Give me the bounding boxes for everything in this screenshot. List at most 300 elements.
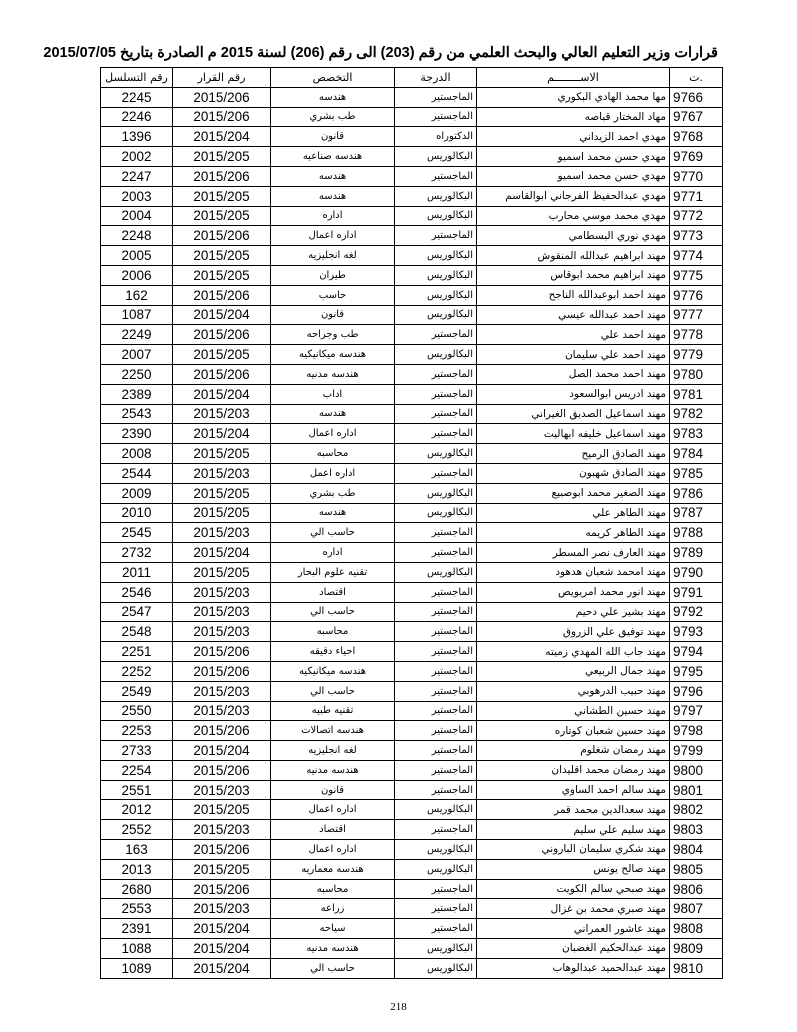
table-row xyxy=(101,166,723,186)
serial-cell: 2389 xyxy=(101,384,173,404)
degree-cell: الماجستير xyxy=(395,424,477,444)
table-row xyxy=(101,483,723,503)
serial-cell: 2011 xyxy=(101,562,173,582)
number-cell: 9804 xyxy=(670,840,723,860)
table-row xyxy=(101,127,723,147)
table-row xyxy=(101,503,723,523)
serial-cell: 2391 xyxy=(101,919,173,939)
name-cell: مهدي نوري البسطامي xyxy=(477,226,670,246)
table-row xyxy=(101,444,723,464)
decision-cell: 2015/206 xyxy=(173,642,271,662)
table-row xyxy=(101,147,723,167)
serial-cell: 2253 xyxy=(101,721,173,741)
name-cell: مهند احمد عبدالله عيسي xyxy=(477,305,670,325)
specialization-cell: اقتصاد xyxy=(271,820,395,840)
name-cell: مهند العارف نصر المسطر xyxy=(477,543,670,563)
degree-cell: الماجستير xyxy=(395,681,477,701)
table-row xyxy=(101,800,723,820)
number-cell: 9806 xyxy=(670,879,723,899)
specialization-cell: سياحه xyxy=(271,919,395,939)
number-cell: 9803 xyxy=(670,820,723,840)
serial-cell: 2012 xyxy=(101,800,173,820)
name-cell: مهند حسين شعبان كوتاره xyxy=(477,721,670,741)
degree-cell: الماجستير xyxy=(395,384,477,404)
specialization-cell: هندسه xyxy=(271,404,395,424)
decision-cell: 2015/206 xyxy=(173,760,271,780)
table-row xyxy=(101,325,723,345)
serial-cell: 2552 xyxy=(101,820,173,840)
serial-cell: 2732 xyxy=(101,543,173,563)
serial-cell: 162 xyxy=(101,285,173,305)
name-cell: مهدي احمد الزيداني xyxy=(477,127,670,147)
table-row xyxy=(101,543,723,563)
name-cell: مهند رمضان شغلوم xyxy=(477,741,670,761)
decision-cell: 2015/204 xyxy=(173,424,271,444)
specialization-cell: قانون xyxy=(271,127,395,147)
degree-cell: البكالوريس xyxy=(395,939,477,959)
table-row xyxy=(101,265,723,285)
table-row xyxy=(101,582,723,602)
table-row xyxy=(101,780,723,800)
degree-cell: البكالوريس xyxy=(395,206,477,226)
degree-cell: الماجستير xyxy=(395,919,477,939)
number-cell: 9796 xyxy=(670,681,723,701)
number-cell: 9779 xyxy=(670,345,723,365)
name-cell: مهند سليم علي سليم xyxy=(477,820,670,840)
degree-cell: الماجستير xyxy=(395,523,477,543)
decision-cell: 2015/205 xyxy=(173,562,271,582)
degree-cell: الماجستير xyxy=(395,780,477,800)
table-row xyxy=(101,760,723,780)
serial-cell: 2245 xyxy=(101,87,173,107)
degree-cell: البكالوريس xyxy=(395,800,477,820)
specialization-cell: اداب xyxy=(271,384,395,404)
specialization-cell: حاسب الي xyxy=(271,681,395,701)
specialization-cell: قانون xyxy=(271,305,395,325)
specialization-cell: هندسه معماريه xyxy=(271,859,395,879)
degree-cell: الماجستير xyxy=(395,364,477,384)
name-cell: مهند جاب الله المهدي زميته xyxy=(477,642,670,662)
table-row xyxy=(101,206,723,226)
degree-cell: الماجستير xyxy=(395,226,477,246)
serial-cell: 2390 xyxy=(101,424,173,444)
specialization-cell: هندسه مدنيه xyxy=(271,760,395,780)
serial-cell: 2680 xyxy=(101,879,173,899)
degree-cell: الماجستير xyxy=(395,325,477,345)
name-cell: مهند الطاهر كريمه xyxy=(477,523,670,543)
number-cell: 9787 xyxy=(670,503,723,523)
degree-cell: البكالوريس xyxy=(395,246,477,266)
number-cell: 9799 xyxy=(670,741,723,761)
decision-cell: 2015/206 xyxy=(173,661,271,681)
specialization-cell: هندسه ميكانيكيه xyxy=(271,345,395,365)
name-cell: مهند عبدالحميد عبدالوهاب xyxy=(477,958,670,978)
decision-cell: 2015/203 xyxy=(173,780,271,800)
decision-cell: 2015/203 xyxy=(173,701,271,721)
number-cell: 9794 xyxy=(670,642,723,662)
table-row xyxy=(101,859,723,879)
number-cell: 9774 xyxy=(670,246,723,266)
number-cell: 9772 xyxy=(670,206,723,226)
table-row xyxy=(101,939,723,959)
name-cell: مهند عاشور العمراني xyxy=(477,919,670,939)
serial-cell: 1089 xyxy=(101,958,173,978)
decision-cell: 2015/204 xyxy=(173,939,271,959)
specialization-cell: اداره اعمل xyxy=(271,463,395,483)
decision-cell: 2015/204 xyxy=(173,127,271,147)
name-cell: مهدي حسن محمد اسميو xyxy=(477,166,670,186)
table-row xyxy=(101,384,723,404)
name-cell: مهدي حسن محمد اسميو xyxy=(477,147,670,167)
header-name: الاســــــــم xyxy=(477,68,670,88)
decision-cell: 2015/206 xyxy=(173,166,271,186)
decision-cell: 2015/203 xyxy=(173,681,271,701)
serial-cell: 1088 xyxy=(101,939,173,959)
header-specialization: التخصص xyxy=(271,68,395,88)
number-cell: 9766 xyxy=(670,87,723,107)
decision-cell: 2015/206 xyxy=(173,879,271,899)
name-cell: مهند اسماعيل خليفه ابهاليت xyxy=(477,424,670,444)
decision-cell: 2015/203 xyxy=(173,899,271,919)
number-cell: 9771 xyxy=(670,186,723,206)
name-cell: مهند ادريس ابوالسعود xyxy=(477,384,670,404)
name-cell: مهاد المختار قباصه xyxy=(477,107,670,127)
decision-cell: 2015/205 xyxy=(173,206,271,226)
table-row xyxy=(101,364,723,384)
serial-cell: 2733 xyxy=(101,741,173,761)
page-number: 218 xyxy=(390,1001,407,1013)
degree-cell: البكالوريس xyxy=(395,305,477,325)
table-row xyxy=(101,246,723,266)
name-cell: مهند احمد ابوعبدالله الناجح xyxy=(477,285,670,305)
number-cell: 9789 xyxy=(670,543,723,563)
specialization-cell: طب بشري xyxy=(271,483,395,503)
name-cell: مهند ابراهيم محمد ابوقاس xyxy=(477,265,670,285)
name-cell: مهند اسماعيل الصديق الغيراني xyxy=(477,404,670,424)
name-cell: مهند سعدالدين محمد قمر xyxy=(477,800,670,820)
serial-cell: 2008 xyxy=(101,444,173,464)
degree-cell: الماجستير xyxy=(395,87,477,107)
serial-cell: 2247 xyxy=(101,166,173,186)
decision-cell: 2015/206 xyxy=(173,721,271,741)
header-decision: رقم القرار xyxy=(173,68,271,88)
table-row xyxy=(101,642,723,662)
specialization-cell: اداره xyxy=(271,206,395,226)
degree-cell: الماجستير xyxy=(395,463,477,483)
serial-cell: 2549 xyxy=(101,681,173,701)
table-row xyxy=(101,721,723,741)
serial-cell: 2551 xyxy=(101,780,173,800)
number-cell: 9785 xyxy=(670,463,723,483)
specialization-cell: محاسبه xyxy=(271,444,395,464)
degree-cell: الماجستير xyxy=(395,642,477,662)
name-cell: مهند الصادق شهبون xyxy=(477,463,670,483)
number-cell: 9802 xyxy=(670,800,723,820)
number-cell: 9767 xyxy=(670,107,723,127)
decision-cell: 2015/206 xyxy=(173,87,271,107)
specialization-cell: حاسب الي xyxy=(271,602,395,622)
serial-cell: 2543 xyxy=(101,404,173,424)
table-row xyxy=(101,424,723,444)
degree-cell: الماجستير xyxy=(395,602,477,622)
header-serial: رقم التسلسل xyxy=(101,68,173,88)
degree-cell: الماجستير xyxy=(395,543,477,563)
specialization-cell: هندسه صناعيه xyxy=(271,147,395,167)
specialization-cell: حاسب الي xyxy=(271,523,395,543)
number-cell: 9805 xyxy=(670,859,723,879)
table-row xyxy=(101,840,723,860)
degree-cell: البكالوريس xyxy=(395,958,477,978)
degree-cell: البكالوريس xyxy=(395,285,477,305)
header-degree: الدرجة xyxy=(395,68,477,88)
degree-cell: الماجستير xyxy=(395,661,477,681)
name-cell: مهند عبدالحكيم الغضبان xyxy=(477,939,670,959)
name-cell: مهند بشير علي دحيم xyxy=(477,602,670,622)
decision-cell: 2015/206 xyxy=(173,285,271,305)
specialization-cell: هندسه xyxy=(271,166,395,186)
decision-cell: 2015/205 xyxy=(173,265,271,285)
specialization-cell: محاسبه xyxy=(271,879,395,899)
table-row xyxy=(101,899,723,919)
serial-cell: 2254 xyxy=(101,760,173,780)
decision-cell: 2015/205 xyxy=(173,859,271,879)
decision-cell: 2015/203 xyxy=(173,582,271,602)
degree-cell: الماجستير xyxy=(395,760,477,780)
decision-cell: 2015/203 xyxy=(173,602,271,622)
decision-cell: 2015/205 xyxy=(173,147,271,167)
degree-cell: الدكتوراه xyxy=(395,127,477,147)
specialization-cell: زراعه xyxy=(271,899,395,919)
serial-cell: 2007 xyxy=(101,345,173,365)
table-row xyxy=(101,681,723,701)
specialization-cell: طيران xyxy=(271,265,395,285)
degree-cell: الماجستير xyxy=(395,622,477,642)
specialization-cell: هندسه xyxy=(271,503,395,523)
serial-cell: 2004 xyxy=(101,206,173,226)
serial-cell: 2002 xyxy=(101,147,173,167)
number-cell: 9797 xyxy=(670,701,723,721)
serial-cell: 2250 xyxy=(101,364,173,384)
degree-cell: الماجستير xyxy=(395,582,477,602)
name-cell: مهدي محمد موسي محارب xyxy=(477,206,670,226)
name-cell: مهند شكري سليمان الباروني xyxy=(477,840,670,860)
name-cell: مهند الصغير محمد ابوصبيع xyxy=(477,483,670,503)
decision-cell: 2015/204 xyxy=(173,919,271,939)
degree-cell: الماجستير xyxy=(395,404,477,424)
decision-cell: 2015/205 xyxy=(173,444,271,464)
specialization-cell: هندسه مدنيه xyxy=(271,939,395,959)
number-cell: 9792 xyxy=(670,602,723,622)
number-cell: 9768 xyxy=(670,127,723,147)
decision-cell: 2015/204 xyxy=(173,305,271,325)
degree-cell: الماجستير xyxy=(395,899,477,919)
decision-cell: 2015/203 xyxy=(173,404,271,424)
specialization-cell: اداره اعمال xyxy=(271,800,395,820)
degree-cell: البكالوريس xyxy=(395,444,477,464)
table-row xyxy=(101,820,723,840)
specialization-cell: حاسب الي xyxy=(271,958,395,978)
specialization-cell: هندسه xyxy=(271,87,395,107)
specialization-cell: اداره اعمال xyxy=(271,424,395,444)
degree-cell: البكالوريس xyxy=(395,562,477,582)
specialization-cell: احياء دقيقه xyxy=(271,642,395,662)
number-cell: 9808 xyxy=(670,919,723,939)
degree-cell: الماجستير xyxy=(395,701,477,721)
name-cell: مهند رمضان محمد اقليدان xyxy=(477,760,670,780)
degree-cell: الماجستير xyxy=(395,820,477,840)
decision-cell: 2015/206 xyxy=(173,840,271,860)
table-row xyxy=(101,741,723,761)
table-row xyxy=(101,285,723,305)
decisions-table xyxy=(100,67,723,979)
decision-cell: 2015/204 xyxy=(173,543,271,563)
number-cell: 9791 xyxy=(670,582,723,602)
specialization-cell: هندسه اتصالات xyxy=(271,721,395,741)
document-title: قرارات وزير التعليم العالي والبحث العلمي من رقم (203) الى رقم (206) لسنة 2015 م الصادرة بتاريخ 2015/07/05 xyxy=(43,45,718,61)
decision-cell: 2015/203 xyxy=(173,622,271,642)
serial-cell: 2003 xyxy=(101,186,173,206)
specialization-cell: حاسب xyxy=(271,285,395,305)
serial-cell: 2550 xyxy=(101,701,173,721)
serial-cell: 1087 xyxy=(101,305,173,325)
decision-cell: 2015/203 xyxy=(173,463,271,483)
serial-cell: 163 xyxy=(101,840,173,860)
serial-cell: 2544 xyxy=(101,463,173,483)
header-number: ت. xyxy=(670,68,723,88)
number-cell: 9783 xyxy=(670,424,723,444)
degree-cell: الماجستير xyxy=(395,107,477,127)
number-cell: 9769 xyxy=(670,147,723,167)
name-cell: مهدي عبدالحفيظ الفرجاني ابوالقاسم xyxy=(477,186,670,206)
number-cell: 9795 xyxy=(670,661,723,681)
decision-cell: 2015/204 xyxy=(173,741,271,761)
serial-cell: 2252 xyxy=(101,661,173,681)
specialization-cell: اداره اعمال xyxy=(271,840,395,860)
specialization-cell: هندسه ميكانيكيه xyxy=(271,661,395,681)
decision-cell: 2015/203 xyxy=(173,523,271,543)
name-cell: مهند سالم احمد الساوي xyxy=(477,780,670,800)
number-cell: 9801 xyxy=(670,780,723,800)
serial-cell: 2010 xyxy=(101,503,173,523)
table-row xyxy=(101,661,723,681)
table-header-row xyxy=(101,68,723,88)
name-cell: مهند احمد علي سليمان xyxy=(477,345,670,365)
serial-cell: 2251 xyxy=(101,642,173,662)
name-cell: مهند صبحي سالم الكويت xyxy=(477,879,670,899)
table-row xyxy=(101,562,723,582)
degree-cell: البكالوريس xyxy=(395,265,477,285)
table-row xyxy=(101,87,723,107)
specialization-cell: محاسبه xyxy=(271,622,395,642)
degree-cell: البكالوريس xyxy=(395,483,477,503)
number-cell: 9776 xyxy=(670,285,723,305)
number-cell: 9809 xyxy=(670,939,723,959)
specialization-cell: اقتصاد xyxy=(271,582,395,602)
degree-cell: الماجستير xyxy=(395,741,477,761)
name-cell: مهند انور محمد امريويص xyxy=(477,582,670,602)
decision-cell: 2015/205 xyxy=(173,246,271,266)
specialization-cell: طب وجراحه xyxy=(271,325,395,345)
name-cell: مهند جمال الربيعي xyxy=(477,661,670,681)
table-row xyxy=(101,523,723,543)
decision-cell: 2015/205 xyxy=(173,503,271,523)
decision-cell: 2015/205 xyxy=(173,345,271,365)
specialization-cell: هندسه مدنيه xyxy=(271,364,395,384)
serial-cell: 2009 xyxy=(101,483,173,503)
name-cell: مهند الطاهر علي xyxy=(477,503,670,523)
number-cell: 9782 xyxy=(670,404,723,424)
degree-cell: الماجستير xyxy=(395,879,477,899)
serial-cell: 1396 xyxy=(101,127,173,147)
table-row xyxy=(101,622,723,642)
table-row xyxy=(101,701,723,721)
decision-cell: 2015/205 xyxy=(173,186,271,206)
specialization-cell: تقنيه علوم البحار xyxy=(271,562,395,582)
decision-cell: 2015/204 xyxy=(173,958,271,978)
table-row xyxy=(101,879,723,899)
decision-cell: 2015/205 xyxy=(173,483,271,503)
serial-cell: 2006 xyxy=(101,265,173,285)
name-cell: مهند الصادق الرميح xyxy=(477,444,670,464)
number-cell: 9777 xyxy=(670,305,723,325)
specialization-cell: تقنيه طبيه xyxy=(271,701,395,721)
degree-cell: البكالوريس xyxy=(395,345,477,365)
serial-cell: 2547 xyxy=(101,602,173,622)
decision-cell: 2015/205 xyxy=(173,800,271,820)
table-row xyxy=(101,958,723,978)
number-cell: 9775 xyxy=(670,265,723,285)
decision-cell: 2015/206 xyxy=(173,107,271,127)
table-row xyxy=(101,602,723,622)
number-cell: 9793 xyxy=(670,622,723,642)
number-cell: 9800 xyxy=(670,760,723,780)
specialization-cell: لغه انجليزيه xyxy=(271,246,395,266)
number-cell: 9784 xyxy=(670,444,723,464)
table-row xyxy=(101,404,723,424)
specialization-cell: اداره xyxy=(271,543,395,563)
name-cell: مهند امحمد شعبان هدهود xyxy=(477,562,670,582)
number-cell: 9790 xyxy=(670,562,723,582)
table-row xyxy=(101,463,723,483)
specialization-cell: طب بشري xyxy=(271,107,395,127)
serial-cell: 2553 xyxy=(101,899,173,919)
name-cell: مهند حسين الطشاني xyxy=(477,701,670,721)
name-cell: مهند توفيق علي الزروق xyxy=(477,622,670,642)
serial-cell: 2548 xyxy=(101,622,173,642)
name-cell: مهند احمد محمد الصل xyxy=(477,364,670,384)
table-row xyxy=(101,107,723,127)
table-row xyxy=(101,226,723,246)
decision-cell: 2015/204 xyxy=(173,384,271,404)
number-cell: 9781 xyxy=(670,384,723,404)
number-cell: 9807 xyxy=(670,899,723,919)
number-cell: 9786 xyxy=(670,483,723,503)
name-cell: مهند صالح يونس xyxy=(477,859,670,879)
number-cell: 9788 xyxy=(670,523,723,543)
number-cell: 9798 xyxy=(670,721,723,741)
decision-cell: 2015/206 xyxy=(173,325,271,345)
name-cell: مهند ابراهيم عبدالله المنقوش xyxy=(477,246,670,266)
table-row xyxy=(101,919,723,939)
number-cell: 9810 xyxy=(670,958,723,978)
table-row xyxy=(101,305,723,325)
decision-cell: 2015/206 xyxy=(173,226,271,246)
number-cell: 9773 xyxy=(670,226,723,246)
decision-cell: 2015/206 xyxy=(173,364,271,384)
number-cell: 9778 xyxy=(670,325,723,345)
degree-cell: البكالوريس xyxy=(395,147,477,167)
serial-cell: 2246 xyxy=(101,107,173,127)
